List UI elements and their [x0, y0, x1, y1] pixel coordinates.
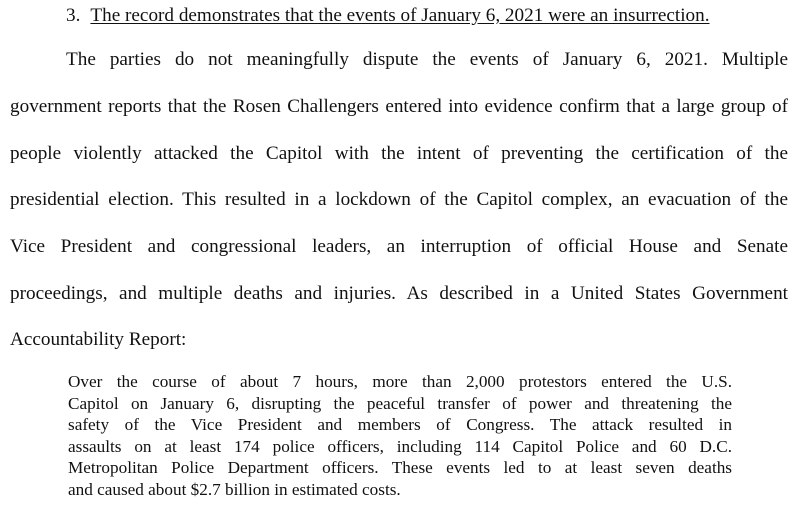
paragraph-line: Accountability Report:: [10, 329, 187, 350]
paragraph-line: government reports that the Rosen Challengers entered into evidence confirm that a large group of: [10, 96, 788, 117]
quote-line: Over the course of about 7 hours, more than 2,000 protestors entered the U.S.: [68, 372, 732, 391]
paragraph-line: people violently attacked the Capitol with the intent of preventing the certification of the: [10, 143, 788, 164]
quote-line: Metropolitan Police Department officers. These events led to at least seven deaths: [68, 458, 732, 478]
paragraph-line: The parties do not meaningfully dispute the events of January 6, 2021. Multiple: [66, 49, 788, 70]
section-heading: [66, 5, 710, 27]
paragraph-line: presidential election. This resulted in a lockdown of the Capitol complex, an evacuation of the: [10, 189, 788, 210]
quote-line: Capitol on January 6, disrupting the peaceful transfer of power and threatening the: [68, 393, 732, 413]
paragraph-line: Vice President and congressional leaders, an interruption of official House and Senate: [10, 236, 788, 257]
paragraph-line: proceedings, and multiple deaths and injuries. As described in a United States Government: [10, 283, 788, 304]
block-quote: [68, 371, 732, 501]
section-title: The record demonstrates that the events of January 6, 2021 were an insurrection.: [90, 5, 710, 26]
quote-line: and caused about $2.7 billion in estimated costs.: [68, 479, 401, 499]
section-number: 3.: [66, 5, 81, 26]
quote-line: safety of the Vice President and members of Congress. The attack resulted in: [68, 415, 732, 435]
quote-line: assaults on at least 174 police officers, including 114 Capitol Police and 60 D.C.: [68, 436, 732, 456]
